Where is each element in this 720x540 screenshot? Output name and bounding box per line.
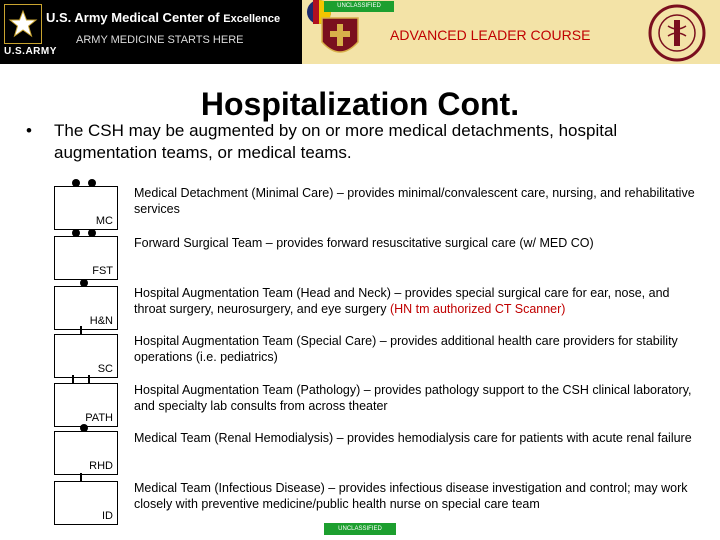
unit-symbol	[54, 383, 118, 427]
unit-description-highlight: (HN tm authorized CT Scanner)	[389, 302, 566, 316]
unit-abbreviation: ID	[102, 510, 113, 522]
slide-header	[0, 0, 720, 64]
army-logo-text: U.S.ARMY	[4, 46, 57, 57]
unit-abbreviation: H&N	[89, 315, 113, 327]
unit-size-dot-icon	[72, 179, 80, 187]
unit-abbreviation: RHD	[89, 460, 113, 472]
intro-bullet	[26, 120, 710, 164]
unit-description-text: Hospital Augmentation Team (Head and Neck) – provides special surgical care for ear, nose, and throat surgery, neurosurgery, and eye surgery	[134, 286, 670, 316]
unit-description	[134, 185, 704, 217]
org-name-small: Excellence	[223, 13, 281, 25]
unit-description	[134, 480, 704, 512]
unit-description-text: Medical Detachment (Minimal Care) – provides minimal/convalescent care, nursing, and rehabilitative services	[134, 186, 695, 216]
unit-description	[134, 285, 704, 317]
unit-size-dot-icon	[88, 179, 96, 187]
unit-description-text: Hospital Augmentation Team (Pathology) – provides pathology support to the CSH clinical laboratory, and specialty lab consults from across theater	[134, 383, 692, 413]
unit-symbol	[54, 334, 118, 378]
unit-description-text: Forward Surgical Team – provides forward resuscitative surgical care (w/ MED CO)	[134, 236, 594, 250]
unit-description	[134, 235, 704, 251]
org-name	[46, 10, 280, 25]
unit-symbol	[54, 236, 118, 280]
unit-size-dot-icon	[88, 229, 96, 237]
unit-symbol	[54, 431, 118, 475]
unit-description	[134, 382, 704, 414]
unit-symbol	[54, 481, 118, 525]
unit-symbol	[54, 286, 118, 330]
tagline: ARMY MEDICINE STARTS HERE	[76, 34, 244, 46]
classification-banner-top: UNCLASSIFIED	[324, 1, 394, 12]
unit-size-bar-icon	[88, 375, 90, 384]
unit-size-bar-icon	[80, 326, 82, 335]
unit-size-dot-icon	[80, 279, 88, 287]
amedd-crest-icon	[318, 12, 362, 64]
unit-abbreviation: SC	[97, 363, 113, 375]
unit-size-dot-icon	[80, 424, 88, 432]
unit-description-text: Medical Team (Renal Hemodialysis) – provides hemodialysis care for patients with acute renal failure	[134, 431, 692, 445]
unit-abbreviation: MC	[95, 215, 113, 227]
classification-banner-bottom: UNCLASSIFIED	[324, 523, 396, 535]
org-name-main: U.S. Army Medical Center of	[46, 10, 220, 25]
course-title: ADVANCED LEADER COURSE	[390, 27, 591, 43]
unit-size-dot-icon	[72, 229, 80, 237]
academy-seal-icon	[648, 4, 706, 62]
unit-symbol	[54, 186, 118, 230]
unit-size-bar-icon	[80, 473, 82, 482]
army-logo	[4, 4, 57, 60]
bullet-icon: •	[26, 121, 32, 140]
unit-description	[134, 430, 704, 446]
intro-bullet-text: The CSH may be augmented by on or more medical detachments, hospital augmentation teams, or medical teams.	[54, 121, 618, 162]
unit-abbreviation: FST	[92, 265, 113, 277]
army-star-icon	[4, 4, 42, 44]
unit-description-text: Medical Team (Infectious Disease) – provides infectious disease investigation and control; may work closely with preventive medicine/public health nurse on special care team	[134, 481, 688, 511]
unit-description	[134, 333, 704, 365]
page-title: Hospitalization Cont.	[200, 86, 520, 122]
unit-description-text: Hospital Augmentation Team (Special Care) – provides additional health care providers for stability operations (i.e. pediatrics)	[134, 334, 678, 364]
unit-abbreviation: PATH	[85, 412, 113, 424]
unit-size-bar-icon	[72, 375, 74, 384]
